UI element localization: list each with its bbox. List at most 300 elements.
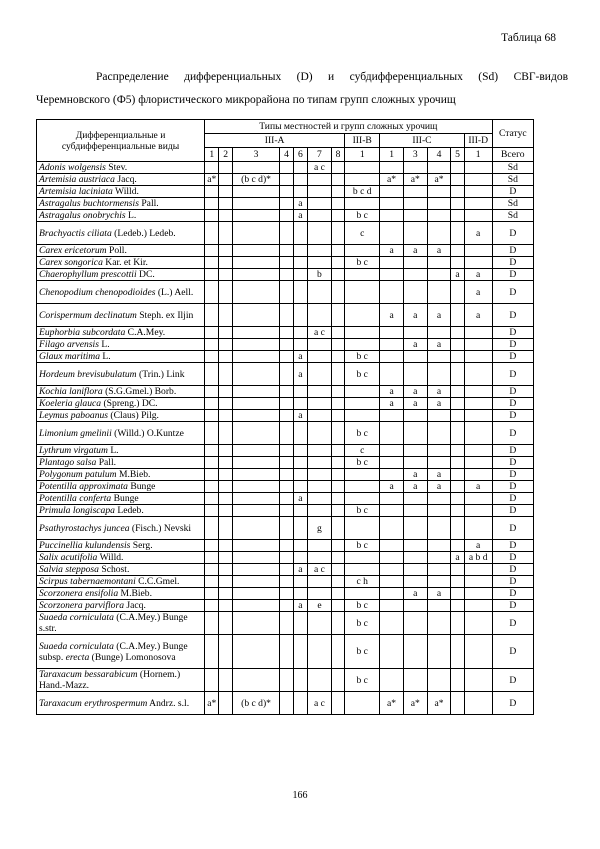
occurrence-cell [427, 552, 451, 564]
occurrence-cell [280, 327, 293, 339]
occurrence-cell [451, 410, 464, 422]
occurrence-cell [205, 635, 219, 669]
table-row [37, 576, 534, 588]
species-latin: Potentilla conferta [39, 493, 112, 504]
occurrence-cell [205, 281, 219, 304]
species-latin: Taraxacum erythrospermum [39, 697, 148, 709]
occurrence-cell [205, 410, 219, 422]
occurrence-cell [380, 410, 404, 422]
occurrence-cell [403, 257, 427, 269]
status-cell: Sd [492, 174, 533, 186]
occurrence-cell [293, 517, 307, 540]
occurrence-cell [280, 635, 293, 669]
occurrence-cell [232, 210, 279, 222]
occurrence-cell [331, 669, 344, 692]
occurrence-cell [464, 339, 492, 351]
occurrence-cell [380, 162, 404, 174]
occurrence-cell [380, 588, 404, 600]
species-author: (Claus) Pilg. [108, 410, 159, 421]
species-author: Bunge [111, 493, 139, 504]
species-name [37, 339, 205, 351]
occurrence-cell: b c [345, 540, 380, 552]
occurrence-cell [380, 612, 404, 635]
occurrence-cell [403, 564, 427, 576]
occurrence-cell [219, 327, 232, 339]
subcol-header: 1 [205, 148, 219, 162]
species-author: (Ledeb.) Ledeb. [111, 227, 176, 239]
occurrence-cell [464, 422, 492, 445]
occurrence-cell: a [293, 210, 307, 222]
occurrence-cell [232, 564, 279, 576]
occurrence-cell [205, 351, 219, 363]
occurrence-cell [308, 493, 332, 505]
occurrence-cell [331, 612, 344, 635]
occurrence-cell [308, 540, 332, 552]
occurrence-cell [280, 245, 293, 257]
occurrence-cell [219, 422, 232, 445]
occurrence-cell: c [345, 445, 380, 457]
occurrence-cell [293, 222, 307, 245]
occurrence-cell: a [403, 304, 427, 327]
occurrence-cell [219, 517, 232, 540]
occurrence-cell [403, 198, 427, 210]
occurrence-cell [205, 186, 219, 198]
species-latin: Artemisia laciniata [39, 186, 113, 197]
occurrence-cell [464, 493, 492, 505]
occurrence-cell [280, 363, 293, 386]
occurrence-cell [451, 186, 464, 198]
subcol-header: 6 [293, 148, 307, 162]
occurrence-cell: a [293, 493, 307, 505]
occurrence-cell [308, 245, 332, 257]
occurrence-cell [331, 269, 344, 281]
occurrence-cell [280, 339, 293, 351]
occurrence-cell [219, 363, 232, 386]
occurrence-cell [427, 457, 451, 469]
species-author: Kar. et Kir. [102, 257, 148, 268]
species-author: Stev. [105, 162, 128, 173]
occurrence-cell [280, 540, 293, 552]
occurrence-cell [380, 422, 404, 445]
occurrence-cell [232, 635, 279, 669]
table-row [37, 469, 534, 481]
occurrence-cell [380, 445, 404, 457]
species-name [37, 445, 205, 457]
types-header: Типы местностей и групп сложных урочищ [205, 120, 493, 134]
occurrence-cell [345, 162, 380, 174]
occurrence-cell [380, 517, 404, 540]
occurrence-cell: b c [345, 635, 380, 669]
occurrence-cell [380, 493, 404, 505]
species-name [37, 386, 205, 398]
occurrence-cell [205, 505, 219, 517]
occurrence-cell [451, 564, 464, 576]
occurrence-cell: b c [345, 257, 380, 269]
occurrence-cell [293, 457, 307, 469]
occurrence-cell [308, 588, 332, 600]
occurrence-cell [280, 386, 293, 398]
occurrence-cell [232, 493, 279, 505]
occurrence-cell [308, 174, 332, 186]
occurrence-cell: a [427, 481, 451, 493]
occurrence-cell: a c [308, 564, 332, 576]
species-latin: Chenopodium chenopodioides [39, 286, 156, 298]
species-author: Jacq. [124, 600, 146, 611]
occurrence-cell [308, 552, 332, 564]
species-latin: Taraxacum bessarabicum [39, 669, 138, 680]
occurrence-cell [232, 281, 279, 304]
occurrence-cell: a [464, 281, 492, 304]
total-header: Всего [492, 148, 533, 162]
table-row [37, 540, 534, 552]
species-name [37, 469, 205, 481]
occurrence-cell: a [403, 469, 427, 481]
occurrence-cell [308, 339, 332, 351]
species-latin: Lythrum virgatum [39, 445, 108, 456]
occurrence-cell [280, 222, 293, 245]
species-latin: Hordeum brevisubulatum [39, 368, 137, 380]
status-cell: D [492, 422, 533, 445]
occurrence-cell [331, 351, 344, 363]
occurrence-cell [380, 457, 404, 469]
occurrence-cell [331, 410, 344, 422]
occurrence-cell [451, 386, 464, 398]
occurrence-cell: b c [345, 669, 380, 692]
species-author: Andrz. s.l. [147, 697, 190, 709]
occurrence-cell [293, 588, 307, 600]
occurrence-cell [293, 174, 307, 186]
occurrence-cell [280, 600, 293, 612]
occurrence-cell [232, 198, 279, 210]
occurrence-cell [280, 162, 293, 174]
occurrence-cell [205, 222, 219, 245]
occurrence-cell [345, 327, 380, 339]
occurrence-cell [219, 304, 232, 327]
table-row [37, 245, 534, 257]
species-name [37, 600, 205, 612]
occurrence-cell [280, 564, 293, 576]
species-latin: Astragalus buchtormensis [39, 198, 139, 209]
occurrence-cell [205, 398, 219, 410]
occurrence-cell [427, 327, 451, 339]
occurrence-cell: a* [205, 174, 219, 186]
occurrence-cell [293, 339, 307, 351]
occurrence-cell [219, 564, 232, 576]
species-header: Дифференциальные и субдифференциальные виды [37, 120, 205, 162]
group-header: III-B [345, 134, 380, 148]
occurrence-cell [427, 540, 451, 552]
table-row [37, 517, 534, 540]
occurrence-cell: b c [345, 210, 380, 222]
occurrence-cell [451, 600, 464, 612]
status-cell: D [492, 327, 533, 339]
table-row [37, 327, 534, 339]
occurrence-cell [331, 493, 344, 505]
occurrence-cell [331, 481, 344, 493]
status-cell: D [492, 351, 533, 363]
occurrence-cell [331, 257, 344, 269]
occurrence-cell [345, 174, 380, 186]
table-row [37, 281, 534, 304]
occurrence-cell [331, 469, 344, 481]
occurrence-cell: b c d [345, 186, 380, 198]
table-row [37, 612, 534, 635]
species-latin: Plantago salsa [39, 457, 97, 468]
occurrence-cell [205, 576, 219, 588]
status-cell: D [492, 269, 533, 281]
occurrence-cell [380, 339, 404, 351]
species-author: M.Bieb. [116, 469, 151, 480]
occurrence-cell: a* [380, 692, 404, 715]
status-cell: D [492, 339, 533, 351]
occurrence-cell [427, 612, 451, 635]
occurrence-cell [331, 505, 344, 517]
occurrence-cell [403, 669, 427, 692]
occurrence-cell [380, 576, 404, 588]
occurrence-cell [205, 469, 219, 481]
caption-line-2: Черемновского (Ф5) флористического микрорайона по типам групп сложных урочищ [36, 94, 456, 106]
occurrence-cell [293, 481, 307, 493]
occurrence-cell [403, 186, 427, 198]
occurrence-cell [293, 692, 307, 715]
subcol-header: 7 [308, 148, 332, 162]
species-name [37, 692, 205, 715]
occurrence-cell: a [427, 469, 451, 481]
occurrence-cell [427, 422, 451, 445]
occurrence-cell [205, 481, 219, 493]
occurrence-cell [427, 505, 451, 517]
occurrence-cell [219, 245, 232, 257]
occurrence-cell [403, 457, 427, 469]
species-latin: Scorzonera parviflora [39, 600, 125, 611]
occurrence-cell [331, 445, 344, 457]
species-name [37, 174, 205, 186]
species-name [37, 327, 205, 339]
species-name [37, 257, 205, 269]
occurrence-cell [293, 635, 307, 669]
occurrence-cell: a* [427, 692, 451, 715]
occurrence-cell [345, 481, 380, 493]
occurrence-cell [308, 469, 332, 481]
occurrence-cell [331, 210, 344, 222]
occurrence-cell [308, 351, 332, 363]
species-author: (Hornem.) Hand.-Mazz. [39, 669, 181, 691]
status-cell: D [492, 469, 533, 481]
occurrence-cell [380, 210, 404, 222]
species-latin: Scirpus tabernaemontani [39, 576, 136, 587]
table-label: Таблица 68 [501, 32, 556, 44]
species-name [37, 304, 205, 327]
table-row [37, 339, 534, 351]
occurrence-cell [464, 588, 492, 600]
occurrence-cell: a [451, 269, 464, 281]
occurrence-cell [232, 469, 279, 481]
species-author: L. [98, 339, 110, 350]
occurrence-cell [451, 281, 464, 304]
species-name [37, 517, 205, 540]
occurrence-cell [308, 398, 332, 410]
occurrence-cell [427, 351, 451, 363]
occurrence-cell [331, 576, 344, 588]
occurrence-cell [293, 304, 307, 327]
occurrence-cell [308, 186, 332, 198]
species-author: Serg. [130, 540, 153, 551]
occurrence-cell [219, 386, 232, 398]
occurrence-cell: b c [345, 363, 380, 386]
occurrence-cell [205, 564, 219, 576]
occurrence-cell [464, 363, 492, 386]
occurrence-cell [308, 635, 332, 669]
occurrence-cell [232, 304, 279, 327]
occurrence-cell [451, 481, 464, 493]
species-name [37, 269, 205, 281]
occurrence-cell [464, 257, 492, 269]
occurrence-cell [293, 469, 307, 481]
species-author: Steph. ex Iljin [136, 309, 194, 321]
occurrence-cell [451, 257, 464, 269]
subcol-header: 3 [232, 148, 279, 162]
occurrence-cell [280, 612, 293, 635]
occurrence-cell [345, 398, 380, 410]
status-cell: D [492, 600, 533, 612]
occurrence-cell [451, 612, 464, 635]
occurrence-cell [205, 422, 219, 445]
occurrence-cell [205, 269, 219, 281]
species-latin: Brachyactis ciliata [39, 227, 112, 239]
occurrence-cell [331, 635, 344, 669]
occurrence-cell: a [403, 386, 427, 398]
occurrence-cell [219, 222, 232, 245]
occurrence-cell [380, 363, 404, 386]
occurrence-cell [427, 222, 451, 245]
occurrence-cell [219, 174, 232, 186]
occurrence-cell [427, 269, 451, 281]
occurrence-cell [403, 612, 427, 635]
occurrence-cell [232, 410, 279, 422]
table-caption [36, 66, 568, 112]
species-author: L. [125, 210, 137, 221]
occurrence-cell [451, 162, 464, 174]
occurrence-cell [451, 669, 464, 692]
occurrence-cell: a* [380, 174, 404, 186]
species-name [37, 588, 205, 600]
occurrence-cell [451, 210, 464, 222]
occurrence-cell [232, 257, 279, 269]
occurrence-cell [345, 339, 380, 351]
occurrence-cell: a [464, 222, 492, 245]
occurrence-cell [331, 174, 344, 186]
occurrence-cell [308, 257, 332, 269]
occurrence-cell [280, 186, 293, 198]
occurrence-cell [308, 210, 332, 222]
group-header: III-D [464, 134, 492, 148]
subcol-header: 1 [464, 148, 492, 162]
occurrence-cell [331, 540, 344, 552]
table-row [37, 186, 534, 198]
occurrence-cell [219, 162, 232, 174]
occurrence-cell [205, 457, 219, 469]
species-name [37, 410, 205, 422]
occurrence-cell [293, 186, 307, 198]
occurrence-cell [345, 552, 380, 564]
species-latin: erecta [65, 651, 90, 663]
occurrence-cell [345, 692, 380, 715]
occurrence-cell: a [293, 410, 307, 422]
table-row [37, 304, 534, 327]
occurrence-cell [232, 505, 279, 517]
species-name [37, 505, 205, 517]
occurrence-cell [219, 410, 232, 422]
occurrence-cell [464, 398, 492, 410]
occurrence-cell [451, 304, 464, 327]
occurrence-cell [403, 600, 427, 612]
occurrence-cell [293, 669, 307, 692]
occurrence-cell [280, 517, 293, 540]
occurrence-cell [280, 304, 293, 327]
species-author: M.Bieb. [118, 588, 153, 599]
occurrence-cell [232, 552, 279, 564]
species-latin: Scorzonera ensifolia [39, 588, 119, 599]
status-cell: D [492, 445, 533, 457]
occurrence-cell [280, 692, 293, 715]
species-name [37, 457, 205, 469]
occurrence-cell [464, 469, 492, 481]
status-cell: D [492, 692, 533, 715]
occurrence-cell [464, 564, 492, 576]
occurrence-cell [280, 398, 293, 410]
occurrence-cell: a c [308, 162, 332, 174]
species-name [37, 210, 205, 222]
occurrence-cell [219, 635, 232, 669]
occurrence-cell [345, 269, 380, 281]
occurrence-cell [280, 257, 293, 269]
occurrence-cell [464, 612, 492, 635]
occurrence-cell [308, 281, 332, 304]
occurrence-cell [219, 457, 232, 469]
occurrence-cell [232, 339, 279, 351]
occurrence-cell [451, 363, 464, 386]
occurrence-cell [403, 210, 427, 222]
species-name [37, 281, 205, 304]
species-author: (C.A.Mey.) Bunge s.str. [39, 612, 188, 634]
occurrence-cell [380, 540, 404, 552]
occurrence-cell [205, 445, 219, 457]
occurrence-cell [451, 445, 464, 457]
occurrence-cell [451, 588, 464, 600]
species-latin: Primula longiscapa [39, 505, 115, 516]
occurrence-cell [380, 564, 404, 576]
species-name [37, 186, 205, 198]
occurrence-cell [280, 588, 293, 600]
occurrence-cell [331, 517, 344, 540]
occurrence-cell [232, 457, 279, 469]
occurrence-cell [380, 186, 404, 198]
status-cell: D [492, 245, 533, 257]
occurrence-cell [219, 339, 232, 351]
occurrence-cell [464, 198, 492, 210]
species-latin: Carex ericetorum [39, 245, 107, 256]
occurrence-cell [403, 363, 427, 386]
occurrence-cell [345, 469, 380, 481]
occurrence-cell: (b c d)* [232, 174, 279, 186]
occurrence-cell [464, 517, 492, 540]
species-name [37, 245, 205, 257]
occurrence-cell [331, 692, 344, 715]
occurrence-cell [345, 517, 380, 540]
occurrence-cell [219, 469, 232, 481]
occurrence-cell [380, 281, 404, 304]
species-author: L. [107, 445, 119, 456]
